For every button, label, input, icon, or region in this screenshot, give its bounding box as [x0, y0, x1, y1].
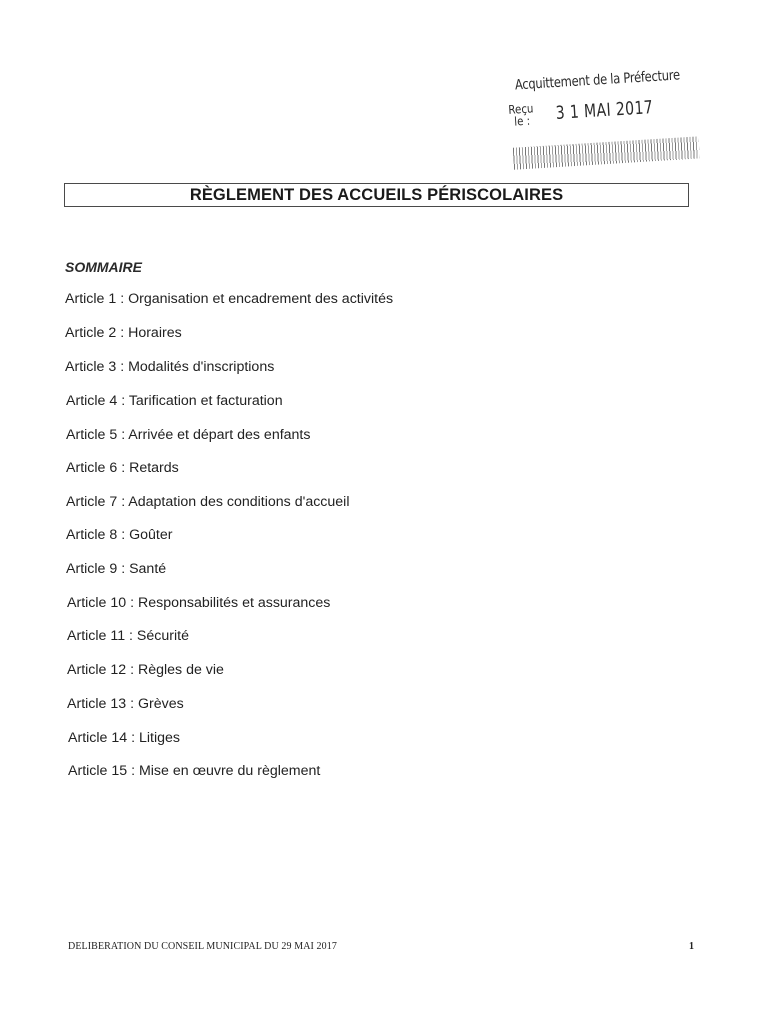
list-item: Article 15 : Mise en œuvre du règlement [68, 763, 321, 779]
stamp-received-label [508, 102, 534, 127]
stamp-barcode-image [513, 136, 700, 169]
list-item: Article 5 : Arrivée et départ des enfants [66, 427, 311, 443]
list-item: Article 3 : Modalités d'inscriptions [65, 359, 275, 375]
prefecture-stamp [506, 58, 704, 180]
list-item: Article 2 : Horaires [65, 325, 182, 341]
page-number: 1 [689, 941, 694, 952]
list-item: Article 14 : Litiges [68, 730, 180, 746]
document-title: RÈGLEMENT DES ACCUEILS PÉRISCOLAIRES [189, 185, 564, 204]
stamp-received-label-line2: le : [513, 113, 531, 129]
document-title-box [64, 183, 689, 207]
list-item: Article 12 : Règles de vie [67, 662, 224, 678]
footer-deliberation: DELIBERATION DU CONSEIL MUNICIPAL DU 29 MAI 2017 [68, 941, 337, 952]
list-item: Article 8 : Goûter [66, 527, 173, 543]
list-item: Article 10 : Responsabilités et assurances [67, 595, 331, 611]
list-item: Article 13 : Grèves [67, 696, 184, 712]
list-item: Article 4 : Tarification et facturation [66, 393, 283, 409]
stamp-date: 3 1 MAI 2017 [555, 97, 654, 125]
list-item: Article 1 : Organisation et encadrement des activités [65, 291, 394, 307]
stamp-received-label-line1: Reçu [508, 101, 534, 117]
summary-heading: SOMMAIRE [65, 259, 142, 275]
list-item: Article 9 : Santé [66, 561, 167, 577]
list-item: Article 11 : Sécurité [67, 628, 189, 644]
list-item: Article 7 : Adaptation des conditions d'accueil [66, 494, 350, 510]
list-item: Article 6 : Retards [66, 460, 179, 476]
stamp-title: Acquittement de la Préfecture [514, 67, 681, 94]
